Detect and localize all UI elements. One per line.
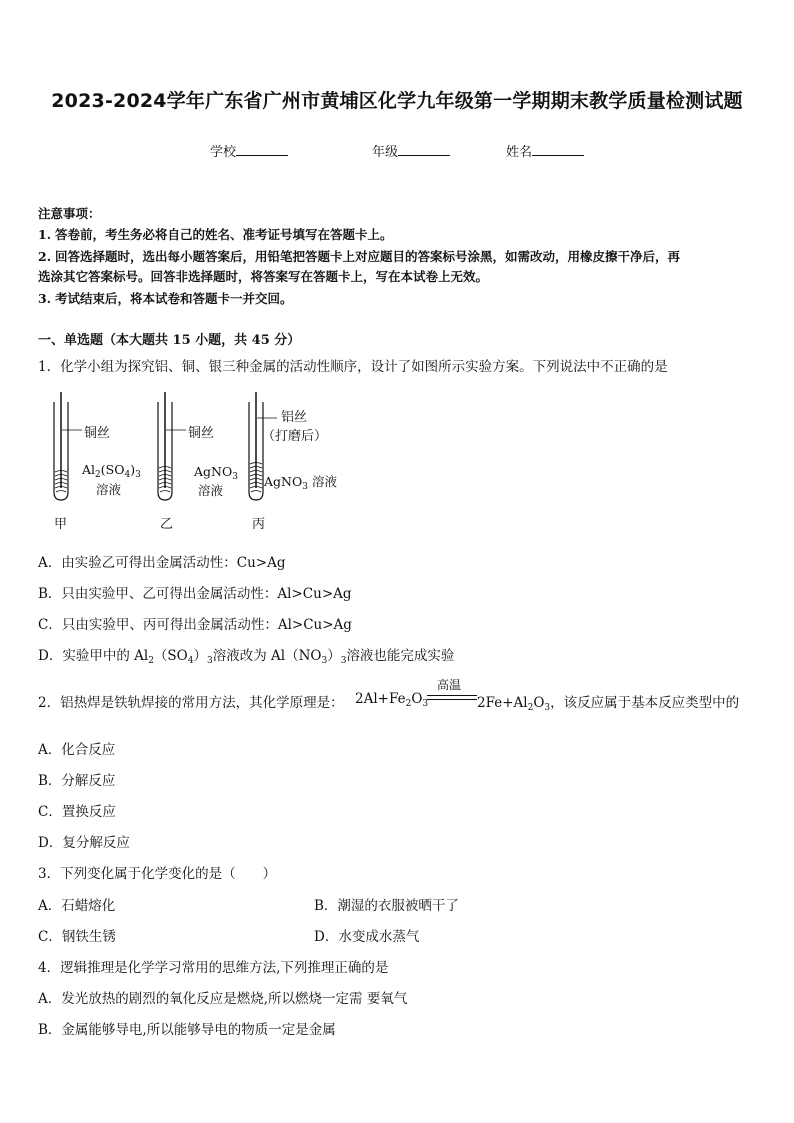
name-label: 姓名 bbox=[506, 145, 533, 160]
question-3-option-c: C．钢铁生锈 bbox=[38, 929, 116, 945]
tube-jia-wire-label: 铜丝 bbox=[84, 426, 111, 441]
question-2-option-b: B．分解反应 bbox=[38, 773, 116, 789]
grade-label: 年级 bbox=[372, 145, 399, 160]
grade-blank bbox=[398, 143, 450, 156]
tube-bing-wire-note: （打磨后） bbox=[262, 429, 328, 444]
notice-heading: 注意事项： bbox=[38, 206, 101, 221]
question-3-option-d: D．水变成水蒸气 bbox=[314, 929, 420, 945]
question-4-stem: 4．逻辑推理是化学学习常用的思维方法,下列推理正确的是 bbox=[38, 960, 389, 976]
notice-item: 3. 考试结束后，将本试卷和答题卡一并交回。 bbox=[38, 291, 293, 306]
question-1-option-b: B．只由实验甲、乙可得出金属活动性：Al>Cu>Ag bbox=[38, 586, 352, 602]
school-field bbox=[210, 141, 288, 160]
notice-item: 1. 答卷前，考生务必将自己的姓名、准考证号填写在答题卡上。 bbox=[38, 227, 393, 242]
test-tube-jia bbox=[54, 392, 82, 500]
test-tube-yi bbox=[158, 392, 186, 500]
question-1-option-d: D．实验甲中的 $Al_2(SO_4)_3$溶液改为 $Al(NO_3)_3$溶液也能完成实验 bbox=[38, 648, 455, 666]
section-title: 一、单选题（本大题共 15 小题，共 45 分） bbox=[38, 333, 301, 348]
question-2-option-d: D．复分解反应 bbox=[38, 835, 130, 851]
question-3-option-a: A．石蜡熔化 bbox=[38, 898, 116, 914]
question-2-option-c: C．置换反应 bbox=[38, 804, 116, 820]
tube-yi-label: 乙 bbox=[160, 517, 174, 532]
question-1-stem: 1．化学小组为探究铝、铜、银三种金属的活动性顺序，设计了如图所示实验方案。下列说法中不正确的是 bbox=[38, 359, 668, 375]
tube-bing-wire-label: 铝丝 bbox=[281, 410, 308, 425]
question-4-option-b: B．金属能够导电,所以能够导电的物质一定是金属 bbox=[38, 1022, 336, 1038]
equation-equals-arrow bbox=[427, 694, 477, 702]
question-2-condition: 高温 bbox=[437, 678, 462, 692]
grade-field bbox=[372, 141, 450, 160]
page-title: 2023-2024学年广东省广州市黄埔区化学九年级第一学期期末教学质量检测试题 bbox=[51, 90, 743, 112]
tube-jia-label: 甲 bbox=[54, 517, 68, 532]
school-label: 学校 bbox=[210, 145, 237, 160]
name-blank bbox=[532, 143, 584, 156]
question-2-stem: 2．铝热焊是铁轨焊接的常用方法，其化学原理是： bbox=[38, 695, 344, 711]
tube-yi-solution-label: AgNO$_3$ bbox=[194, 464, 238, 482]
tube-bing-label: 丙 bbox=[252, 517, 266, 532]
school-blank bbox=[236, 143, 288, 156]
question-2-equation-right: $2Fe+Al_2O_3$，该反应属于基本反应类型中的 bbox=[477, 695, 740, 713]
question-3-stem: 3．下列变化属于化学变化的是（ ） bbox=[38, 866, 277, 882]
question-3-option-b: B．潮湿的衣服被晒干了 bbox=[314, 898, 459, 914]
tube-bing-solution-label: AgNO$_3$ 溶液 bbox=[264, 474, 337, 492]
tube-yi-wire-label: 铜丝 bbox=[188, 426, 215, 441]
tube-jia-solution-label: $Al_2(SO_4)_3$ bbox=[82, 462, 141, 480]
name-field bbox=[506, 141, 584, 160]
question-1-option-a: A．由实验乙可得出金属活动性：Cu>Ag bbox=[38, 555, 286, 571]
question-2-option-a: A．化合反应 bbox=[38, 742, 116, 758]
tube-jia-solution-word: 溶液 bbox=[96, 482, 122, 497]
tube-yi-solution-word: 溶液 bbox=[198, 483, 224, 498]
question-1-option-c: C．只由实验甲、丙可得出金属活动性：Al>Cu>Ag bbox=[38, 617, 352, 633]
question-2-equation-left: $2Al+Fe_2O_3$ bbox=[355, 691, 429, 709]
notice-item-continued: 选涂其它答案标号。回答非选择题时，将答案写在答题卡上，写在本试卷上无效。 bbox=[38, 269, 489, 284]
question-4-option-a: A．发光放热的剧烈的氧化反应是燃烧,所以燃烧一定需 要氧气 bbox=[38, 991, 408, 1007]
notice-item: 2. 回答选择题时，选出每小题答案后，用铅笔把答题卡上对应题目的答案标号涂黑，如需改动，用橡皮擦干净后，再 bbox=[38, 249, 681, 264]
